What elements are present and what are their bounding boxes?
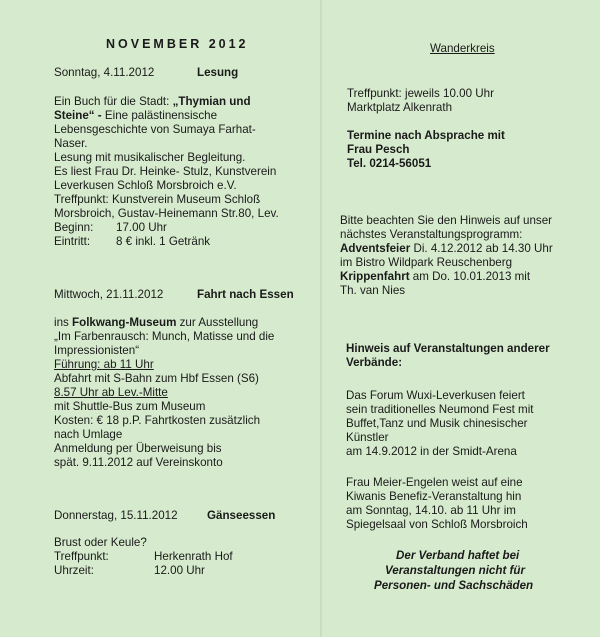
event3-date: Donnerstag, 15.11.2012: [54, 509, 178, 522]
event1-begin-label: Beginn:: [54, 221, 94, 234]
event3-time-value: 12.00 Uhr: [154, 564, 205, 577]
kiwanis-line3: am Sonntag, 14.10. ab 11 Uhr im: [346, 504, 516, 517]
advent-label: Adventsfeier: [340, 242, 411, 255]
notice-line2: nächstes Veranstaltungsprogramm:: [340, 228, 523, 241]
event3-meet-label: Treffpunkt:: [54, 550, 109, 563]
wanderkreis-phone: Tel. 0214-56051: [347, 157, 432, 170]
event2-line5: Abfahrt mit S-Bahn zum Hbf Essen (S6): [54, 372, 259, 385]
event3-time-label: Uhrzeit:: [54, 564, 94, 577]
forum-line2: sein traditionelles Neumond Fest mit: [346, 403, 534, 416]
krippe-details: am Do. 10.01.2013 mit: [409, 270, 531, 283]
forum-line4: Künstler: [346, 431, 389, 444]
notice-nies: Th. van Nies: [340, 284, 406, 297]
event1-line: Lebensgeschichte von Sumaya Farhat-: [54, 123, 256, 136]
disclaimer-line3: Personen- und Sachschäden: [374, 579, 534, 592]
event1-line: Treffpunkt: Kunstverein Museum Schloß: [54, 193, 261, 206]
krippe-label: Krippenfahrt: [340, 270, 410, 283]
wanderkreis-heading: Wanderkreis: [430, 42, 495, 55]
event2-line1-pre: ins: [54, 316, 73, 329]
advent-details: Di. 4.12.2012 ab 14.30 Uhr: [410, 242, 553, 255]
wanderkreis-appt1: Termine nach Absprache mit: [347, 129, 505, 142]
notice-krippe: [340, 270, 530, 284]
event3-meet-value: Herkenrath Hof: [154, 550, 233, 563]
forum-line5: am 14.9.2012 in der Smidt-Arena: [346, 445, 517, 458]
event2-type: Fahrt nach Essen: [197, 288, 294, 301]
event2-line2: „Im Farbenrausch: Munch, Matisse und die: [54, 330, 275, 343]
event2-line10: Anmeldung per Überweisung bis: [54, 442, 222, 455]
event2-line7: mit Shuttle-Bus zum Museum: [54, 400, 206, 413]
event1-line: Naser.: [54, 137, 88, 150]
wanderkreis-meet2: Marktplatz Alkenrath: [347, 101, 453, 114]
event1-title-pre: Ein Buch für die Stadt:: [54, 95, 173, 108]
notice-advent: [340, 242, 553, 256]
event2-line1: [54, 316, 258, 330]
event1-type: Lesung: [197, 66, 239, 79]
event1-line: Lesung mit musikalischer Begleitung.: [54, 151, 246, 164]
event2-museum: Folkwang-Museum: [72, 316, 177, 329]
wanderkreis-meet1: Treffpunkt: jeweils 10.00 Uhr: [347, 87, 494, 100]
kiwanis-line1: Frau Meier-Engelen weist auf eine: [346, 476, 523, 489]
event1-title-line2: [54, 109, 217, 123]
event1-title-rest2: Eine palästinensische: [101, 109, 218, 122]
event1-title-bold2: Steine“ -: [54, 109, 102, 122]
event2-line6: 8.57 Uhr ab Lev.-Mitte: [54, 386, 168, 399]
event2-line8: Kosten: € 18 p.P. Fahrtkosten zusätzlich: [54, 414, 261, 427]
kiwanis-line2: Kiwanis Benefiz-Veranstaltung hin: [346, 490, 522, 503]
event3-type: Gänseessen: [207, 509, 276, 522]
event1-begin-value: 17.00 Uhr: [116, 221, 167, 234]
event2-guide: Führung: ab 11 Uhr: [54, 358, 154, 371]
event1-line: Morsbroich, Gustav-Heinemann Str.80, Lev.: [54, 207, 279, 220]
event2-line1-post: zur Ausstellung: [176, 316, 259, 329]
event3-line1: Brust oder Keule?: [54, 536, 147, 549]
kiwanis-line4: Spiegelsaal von Schloß Morsbroich: [346, 518, 528, 531]
disclaimer-line1: Der Verband haftet bei: [396, 549, 520, 562]
event2-line9: nach Umlage: [54, 428, 123, 441]
hinweis-heading-line1: Hinweis auf Veranstaltungen anderer: [346, 342, 550, 355]
event1-title-bold1: „Thymian und: [172, 95, 251, 108]
forum-line1: Das Forum Wuxi-Leverkusen feiert: [346, 389, 525, 402]
month-title: NOVEMBER 2012: [106, 37, 249, 51]
event1-line: Leverkusen Schloß Morsbroich e.V.: [54, 179, 237, 192]
event1-entry-value: 8 € inkl. 1 Getränk: [116, 235, 211, 248]
event2-date: Mittwoch, 21.11.2012: [54, 288, 164, 301]
wanderkreis-appt2: Frau Pesch: [347, 143, 410, 156]
disclaimer-line2: Veranstaltungen nicht für: [385, 564, 525, 577]
hinweis-heading-line2: Verbände:: [346, 356, 403, 369]
page-fold: [320, 0, 322, 637]
event1-line: Es liest Frau Dr. Heinke- Stulz, Kunstverein: [54, 165, 277, 178]
event1-title-line1: [54, 95, 251, 109]
event1-entry-label: Eintritt:: [54, 235, 91, 248]
forum-line3: Buffet,Tanz und Musik chinesischer: [346, 417, 528, 430]
notice-bistro: im Bistro Wildpark Reuschenberg: [340, 256, 513, 269]
event2-line11: spät. 9.11.2012 auf Vereinskonto: [54, 456, 223, 469]
event2-line3: Impressionisten“: [54, 344, 140, 357]
event1-date: Sonntag, 4.11.2012: [54, 66, 155, 79]
notice-line1: Bitte beachten Sie den Hinweis auf unser: [340, 214, 553, 227]
